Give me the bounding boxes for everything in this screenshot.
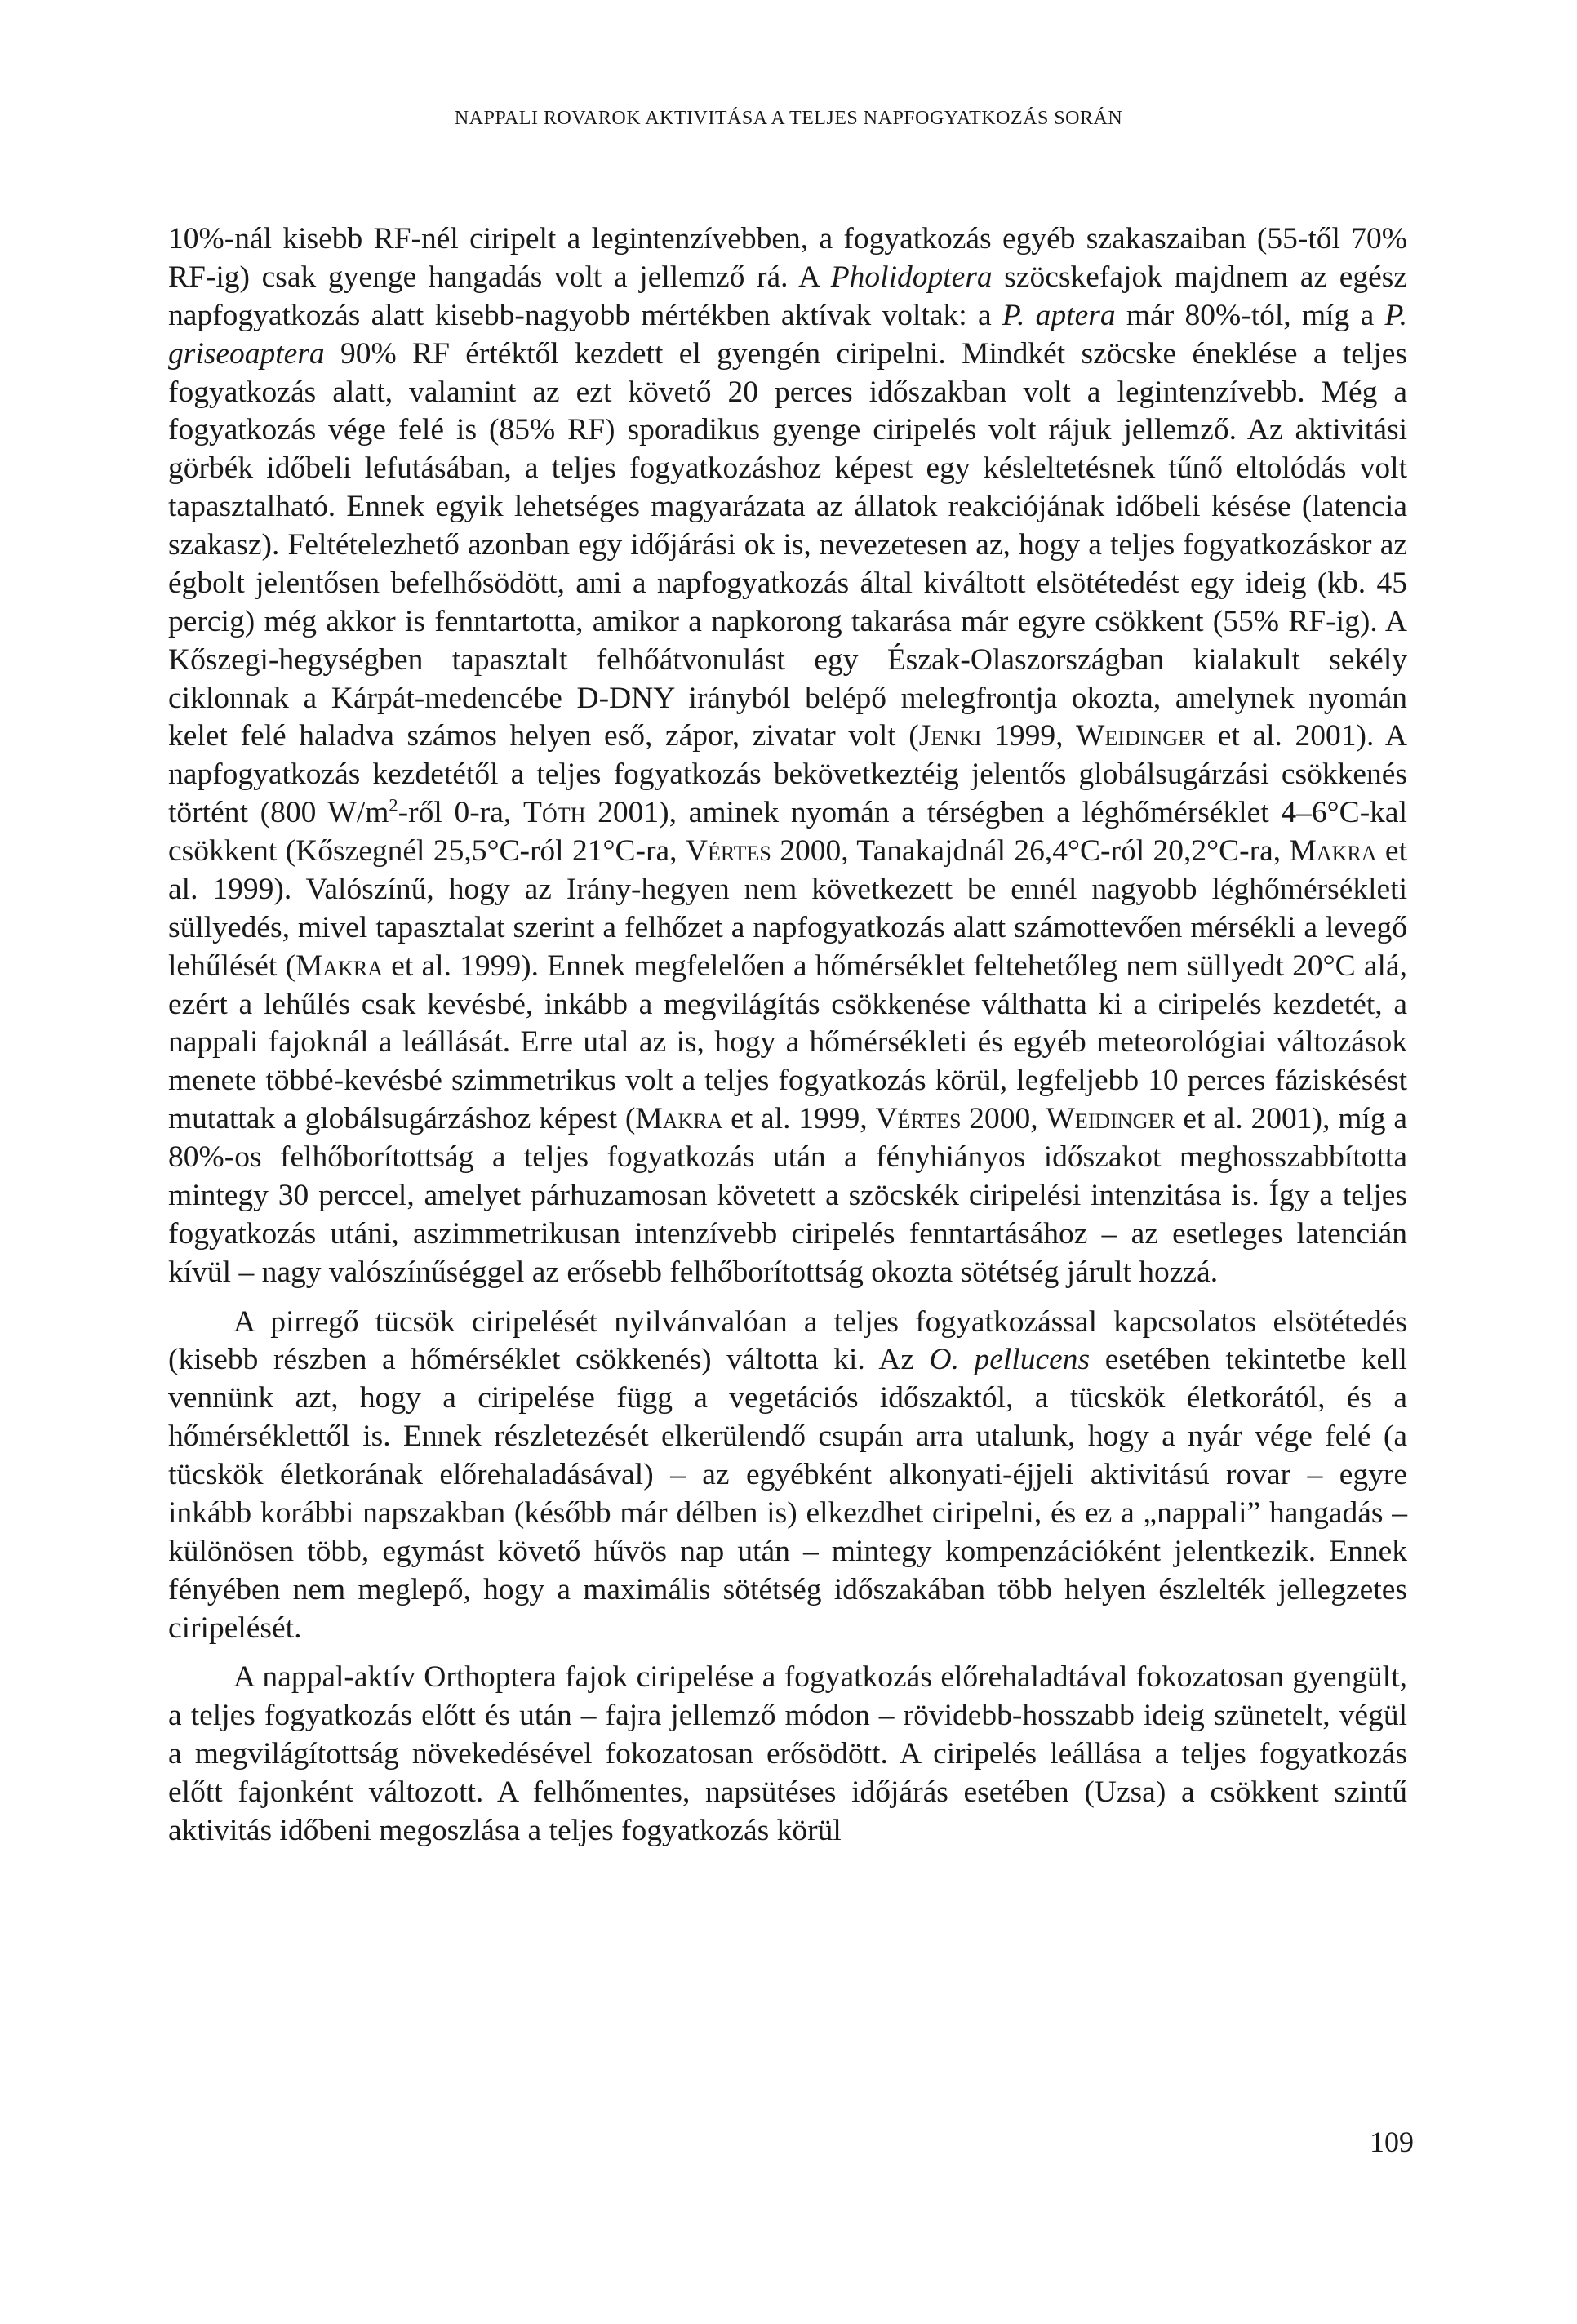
- paragraph-1: [168, 220, 1407, 1292]
- italic-term: P. griseoaptera: [168, 298, 1407, 371]
- author-name: Makra: [295, 949, 384, 983]
- text-run: esetében tekintetbe kell vennünk azt, hogy a ciripelése függ a vegetációs időszaktól, a tücskök életkorától, és a hőmérséklettől is. Ennek részletezését elkerülendő csupán arra utalunk, hogy a nyár vége felé (a tücskök életkorának előrehaladásával) – az egyébként alkonyati-éjjeli aktivitású rovar – egyre inkább korábbi napszakban (később már délben is) elkezdhet ciripelni, és ez a „nappali” hangadás – különösen több, egymást követő hűvös nap után – mintegy kompenzációként jelentkezik. Ennek fényében nem meglepő, hogy a maximális sötétség időszakában több helyen észlelték jellegzetes ciripelését.: [168, 1343, 1407, 1645]
- author-name: Weidinger: [1046, 1102, 1175, 1136]
- text-run: et al. 1999,: [722, 1102, 876, 1136]
- text-run: et al. 2001). A napfogyatkozás kezdetétől a teljes fogyatkozás bekövetkeztéig jelentős globálsugárzási csökkenés történt (800 W/m: [168, 719, 1407, 830]
- text-run: 90% RF értéktől kezdett el gyengén ciripelni. Mindkét szöcske éneklése a teljes fogyatkozás alatt, valamint az ezt követő 20 perces időszakban volt a legintenzívebb. Még a fogyatkozás vége felé is (85% RF) sporadikus gyenge ciripelés volt rájuk jellemző. Az aktivitási görbék időbeli lefutásában, a teljes fogyatkozáshoz képest egy késleltetésnek tűnő eltolódás volt tapasztalható. Ennek egyik lehetséges magyarázata az állatok reakciójának időbeli késése (latencia szakasz). Feltételezhető azonban egy időjárási ok is, nevezetesen az, hogy a teljes fogyatkozáskor az égbolt jelentősen befelhősödött, ami a napfogyatkozás által kiváltott elsötétedést egy ideig (kb. 45 percig) még akkor is fenntartotta, amikor a napkorong takarása már egyre csökkent (55% RF-ig). A Kőszegi-hegységben tapasztalt felhőátvonulást egy Észak-Olaszországban kialakult sekély ciklonnak a Kárpát-medencébe D-DNY irányból belépő melegfrontja okozta, amelynek nyomán kelet felé haladva számos helyen eső, zápor, zivatar volt (: [168, 336, 1407, 753]
- italic-term: Pholidoptera: [830, 260, 993, 294]
- text-run: -ről 0-ra,: [398, 796, 524, 830]
- author-name: Vértes: [875, 1102, 962, 1136]
- article-body: [168, 220, 1407, 1851]
- superscript: 2: [389, 794, 398, 815]
- page-number: 109: [1370, 2126, 1414, 2158]
- text-run: 2000, Tanakajdnál 26,4°C-ról 20,2°C-ra,: [771, 834, 1290, 868]
- paragraph-2: [168, 1304, 1407, 1648]
- author-name: Makra: [635, 1102, 723, 1136]
- text-run: et al. 1999). Ennek megfelelően a hőmérséklet feltehetőleg nem süllyedt 20°C alá, ezért a lehűlés csak kevésbé, inkább a megvilágítás csökkenése válthatta ki a ciripelés kezdetét, a nappali fajoknál a leállását. Erre utal az is, hogy a hőmérsékleti és egyéb meteorológiai változások menete többé-kevésbé szimmetrikus volt a teljes fogyatkozás körül, legfeljebb 10 perces fáziskésést mutattak a globálsugárzáshoz képest (: [168, 949, 1407, 1136]
- author-name: Vértes: [685, 834, 771, 868]
- text-run: et al. 2001), míg a 80%-os felhőborítottság a teljes fogyatkozás után a fényhiányos időszakot meghosszabbította mintegy 30 perccel, amelyet párhuzamosan követett a szöcskék ciripelési intenzitása is. Így a teljes fogyatkozás utáni, aszimmetrikusan intenzívebb ciripelés fenntartásához – az esetleges latencián kívül – nagy valószínűséggel az erősebb felhőborítottság okozta sötétség járult hozzá.: [168, 1102, 1407, 1289]
- paragraph-3: [168, 1659, 1407, 1850]
- text-run: 1999,: [981, 719, 1077, 753]
- author-name: Makra: [1289, 834, 1377, 868]
- text-run: A pirregő tücsök ciripelését nyilvánvalóan a teljes fogyatkozással kapcsolatos elsötétedés (kisebb részben a hőmérséklet csökkenés) váltotta ki. Az: [168, 1304, 1407, 1377]
- text-run: szöcskefajok majdnem az egész napfogyatkozás alatt kisebb-nagyobb mértékben aktívak voltak: a: [168, 260, 1408, 332]
- text-run: 10%-nál kisebb RF-nél ciripelt a legintenzívebben, a fogyatkozás egyéb szakaszaiban (55-től 70% RF-ig) csak gyenge hangadás volt a jellemző rá. A: [168, 222, 1407, 294]
- text-run: 2001), aminek nyomán a térségben a léghőmérséklet 4–6°C-kal csökkent (Kőszegnél 25,5°C-ról 21°C-ra,: [168, 796, 1407, 868]
- text-run: A nappal-aktív Orthoptera fajok ciripelése a fogyatkozás előrehaladtával fokozatosan gyengült, a teljes fogyatkozás előtt és után – fajra jellemző módon – rövidebb-hosszabb ideig szünetelt, végül a megvilágítottság növekedésével fokozatosan erősödött. A ciripelés leállása a teljes fogyatkozás előtt fajonként változott. A felhőmentes, napsütéses időjárás esetében (Uzsa) a csökkent szintű aktivitás időbeni megoszlása a teljes fogyatkozás körül: [168, 1660, 1407, 1847]
- text-run: már 80%-tól, míg a: [1115, 298, 1385, 332]
- text-run: 2000,: [961, 1102, 1046, 1136]
- text-run: et al. 1999). Valószínű, hogy az Irány-hegyen nem következett be ennél nagyobb léghőmérsékleti süllyedés, mivel tapasztalat szerint a felhőzet a napfogyatkozás alatt számottevően mérsékli a levegő lehűlését (: [168, 834, 1407, 983]
- author-name: Weidinger: [1076, 719, 1206, 753]
- italic-term: O. pellucens: [929, 1343, 1091, 1377]
- running-header: NAPPALI ROVAROK AKTIVITÁSA A TELJES NAPFOGYATKOZÁS SORÁN: [454, 108, 1123, 129]
- author-name: Tóth: [523, 796, 586, 830]
- italic-term: P. aptera: [1002, 298, 1116, 332]
- author-name: Jenki: [918, 719, 982, 753]
